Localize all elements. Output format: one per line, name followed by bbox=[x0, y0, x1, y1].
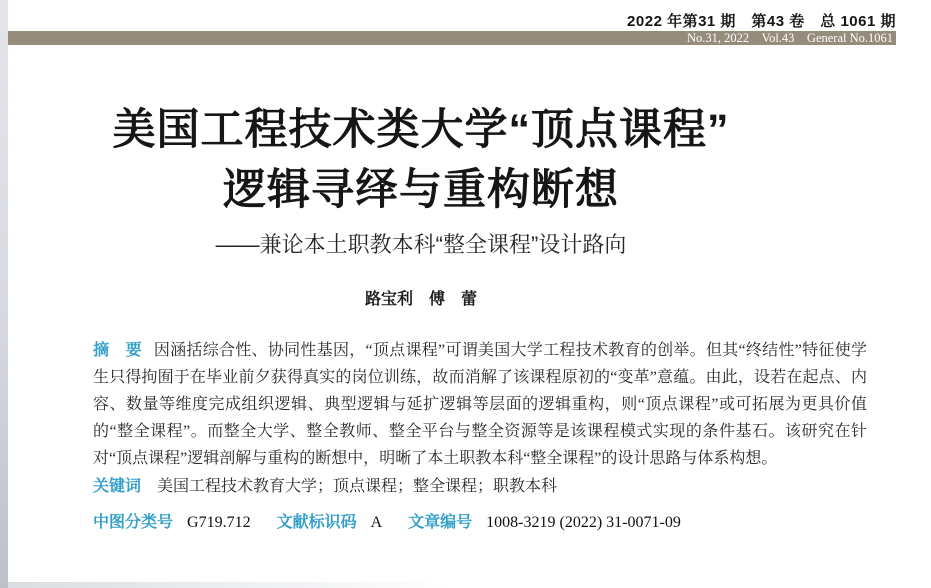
abstract-text: 因涵括综合性、协同性基因，“顶点课程”可谓美国大学工程技术教育的创举。但其“终结性”特征使学生只得拘囿于在毕业前夕获得真实的岗位训练，故而消解了该课程原初的“变革”意蕴。由此，设若在起点、内容、数量等维度完成组织逻辑、典型逻辑与延扩逻辑等层面的逻辑重构，则“顶点课程”或可拓展为更具价值的“整全课程”。而整全大学、整全教师、整全平台与整全资源等是该课程模式实现的条件基石。该研究在针对“顶点课程”逻辑剖解与重构的断想中，明晰了本土职教本科“整全课程”的设计思路与体系构想。 bbox=[93, 342, 867, 467]
page-scan-left-edge bbox=[0, 0, 8, 588]
article-subtitle: ——兼论本土职教本科“整全课程”设计路向 bbox=[215, 232, 627, 257]
classification-line bbox=[93, 509, 893, 532]
clc-number-label: 中图分类号 bbox=[93, 514, 174, 531]
article-id-value: 1008-3219 (2022) 31-0071-09 bbox=[486, 514, 681, 531]
abstract-paragraph bbox=[93, 337, 867, 472]
article-title-line1: 美国工程技术类大学“顶点课程” bbox=[112, 106, 730, 154]
abstract-label: 摘 要 bbox=[93, 342, 142, 359]
journal-issue-line-en: No.31, 2022 Vol.43 General No.1061 bbox=[687, 31, 893, 45]
document-code-label: 文献标识码 bbox=[276, 514, 357, 531]
article-id-label: 文章编号 bbox=[408, 514, 473, 531]
article-authors: 路宝利 傅 蕾 bbox=[364, 291, 477, 308]
keywords-line bbox=[93, 473, 867, 496]
clc-number-value: G719.712 bbox=[187, 514, 251, 531]
article-heading-block bbox=[93, 100, 749, 309]
journal-issue-line-cn: 2022 年第31 期 第43 卷 总 1061 期 bbox=[627, 13, 896, 30]
document-code-value: A bbox=[370, 514, 383, 531]
journal-issue-bar bbox=[8, 31, 896, 45]
page-scan-bottom-edge bbox=[8, 582, 453, 588]
keywords-text: 美国工程技术教育大学；顶点课程；整全课程；职教本科 bbox=[157, 478, 558, 495]
article-title-line2: 逻辑寻绎与重构断想 bbox=[223, 166, 619, 214]
keywords-label: 关键词 bbox=[93, 478, 142, 495]
